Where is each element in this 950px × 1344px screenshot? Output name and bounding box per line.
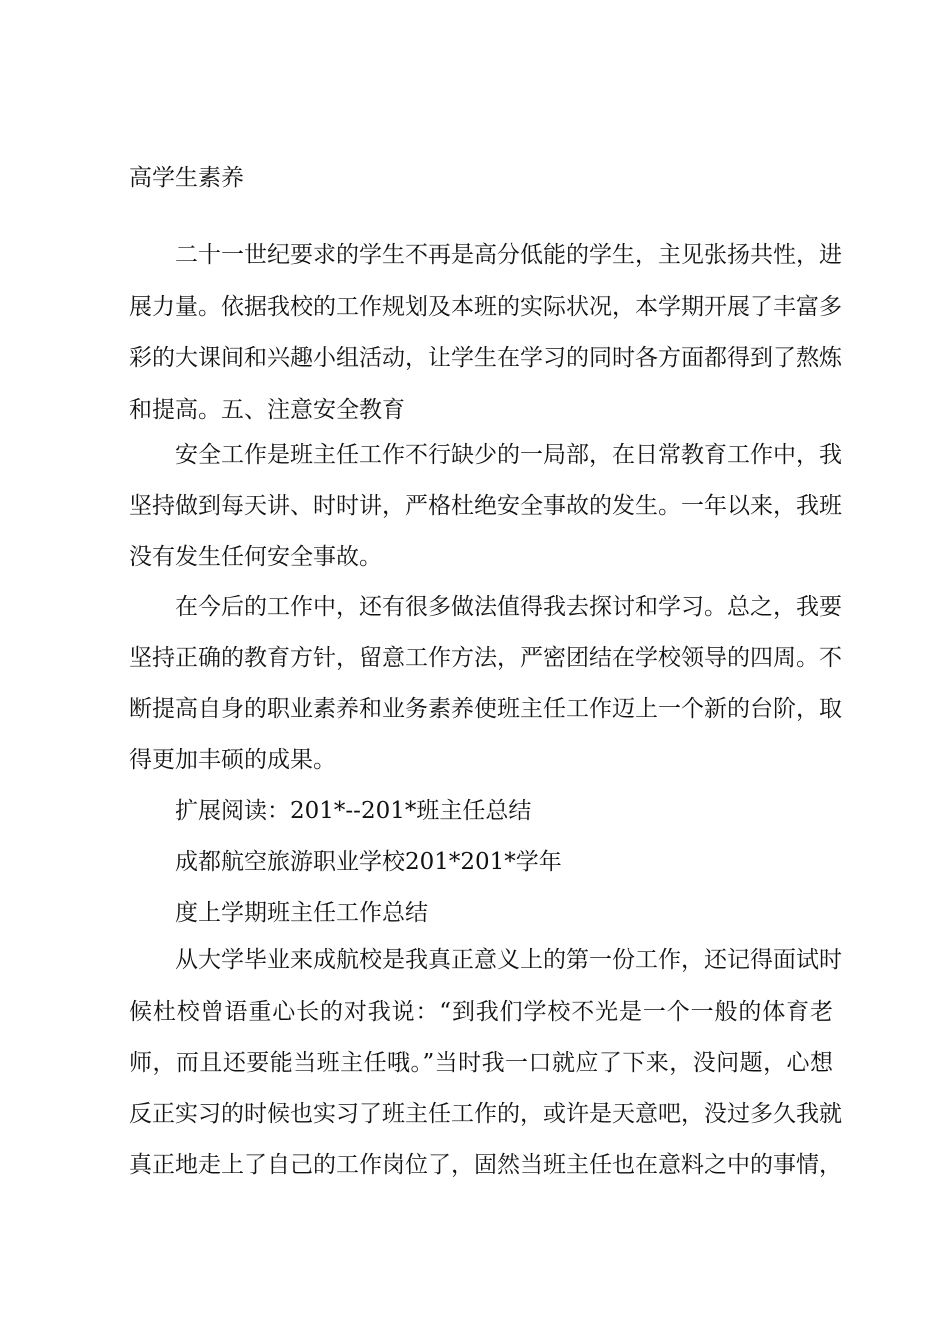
paragraph-line: 二十一世纪要求的学生不再是高分低能的学生，主见张扬共性，进 — [175, 242, 842, 268]
text-line: 高学生素养 — [129, 165, 244, 191]
paragraph-line: 展力量。依据我校的工作规划及本班的实际状况，本学期开展了丰富多 — [129, 294, 842, 320]
paragraph-line: 彩的大课间和兴趣小组活动，让学生在学习的同时各方面都得到了熬炼 — [129, 345, 842, 371]
paragraph-line: 和提高。五、注意安全教育 — [129, 397, 405, 423]
paragraph-line: 坚持正确的教育方针，留意工作方法，严密团结在学校领导的四周。不 — [129, 645, 842, 671]
paragraph-line: 坚持做到每天讲、时时讲，严格杜绝安全事故的发生。一年以来，我班 — [129, 493, 842, 519]
paragraph-line: 真正地走上了自己的工作岗位了，固然当班主任也在意料之中的事情， — [129, 1152, 842, 1178]
paragraph-line: 在今后的工作中，还有很多做法值得我去探讨和学习。总之，我要 — [175, 594, 842, 620]
paragraph-line: 师，而且还要能当班主任哦。”当时我一口就应了下来，没问题，心想 — [129, 1050, 833, 1076]
section-heading: 成都航空旅游职业学校201*201*学年 — [175, 849, 562, 875]
paragraph-line: 候杜校曾语重心长的对我说：“到我们学校不光是一个一般的体育老 — [129, 999, 833, 1025]
paragraph-line: 没有发生任何安全事故。 — [129, 544, 382, 570]
paragraph-line: 从大学毕业来成航校是我真正意义上的第一份工作，还记得面试时 — [175, 947, 842, 973]
section-heading: 扩展阅读：201*--201*班主任总结 — [175, 798, 532, 824]
paragraph-line: 反正实习的时候也实习了班主任工作的，或许是天意吧，没过多久我就 — [129, 1101, 842, 1127]
section-heading: 度上学期班主任工作总结 — [175, 900, 428, 926]
paragraph-line: 安全工作是班主任工作不行缺少的一局部，在日常教育工作中，我 — [175, 442, 842, 468]
paragraph-line: 断提高自身的职业素养和业务素养使班主任工作迈上一个新的台阶，取 — [129, 696, 842, 722]
paragraph-line: 得更加丰硕的成果。 — [129, 747, 336, 773]
